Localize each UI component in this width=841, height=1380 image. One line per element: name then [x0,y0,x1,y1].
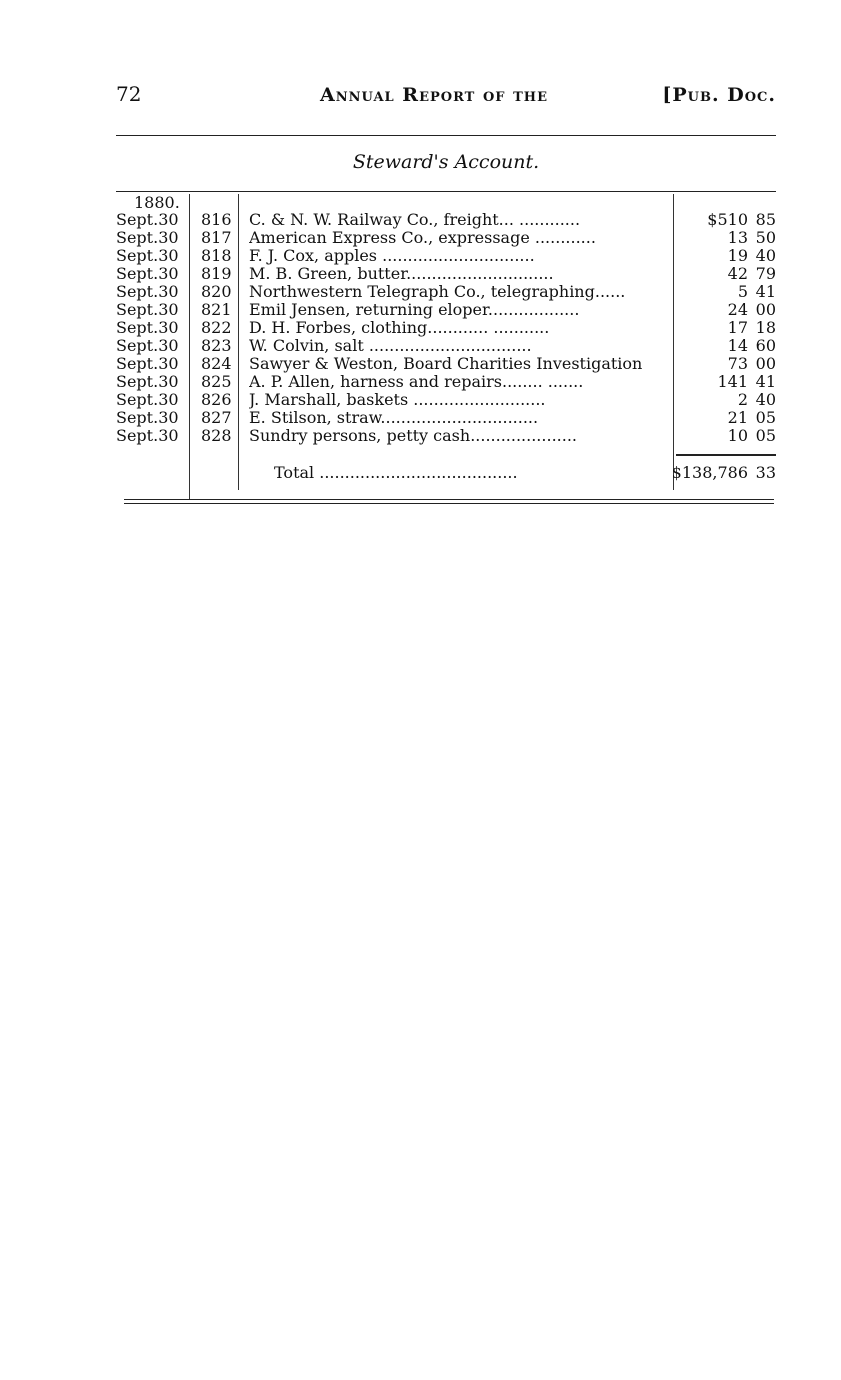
closing-rule [124,499,774,500]
row-dollars: 19 [727,246,748,265]
table-row [116,211,776,229]
row-dollars: 13 [727,228,748,247]
row-voucher: 826 [201,390,232,409]
row-voucher: 828 [201,426,232,445]
sum-rule [676,454,776,456]
row-dollars: 10 [727,426,748,445]
row-description: Sawyer & Weston, Board Charities Investigation [249,355,643,373]
row-dollars: 24 [727,300,748,319]
row-date: Sept.30 [116,354,179,373]
row-description: American Express Co., expressage ............ [249,229,596,247]
row-voucher: 823 [201,336,232,355]
row-cents: 50 [755,228,776,247]
row-dollars: 2 [737,390,748,409]
row-date: Sept.30 [116,408,179,427]
total-cents: 33 [755,463,776,482]
row-cents: 40 [755,390,776,409]
page-number: 72 [116,82,142,106]
table-row [116,265,776,283]
row-date: Sept.30 [116,318,179,337]
running-title: Annual Report of the [320,84,548,106]
row-cents: 60 [755,336,776,355]
row-voucher: 818 [201,246,232,265]
row-voucher: 821 [201,300,232,319]
table-row [116,427,776,445]
row-dollars: 141 [717,372,748,391]
row-date: Sept.30 [116,210,179,229]
row-voucher: 816 [201,210,232,229]
row-cents: 40 [755,246,776,265]
row-cents: 05 [755,408,776,427]
row-cents: 79 [755,264,776,283]
closing-rule [124,503,774,504]
row-dollars: 42 [727,264,748,283]
row-description: A. P. Allen, harness and repairs........ ....... [249,373,584,391]
row-description: W. Colvin, salt ................................ [249,337,532,355]
account-table [116,188,776,508]
row-date: Sept.30 [116,246,179,265]
row-dollars: 21 [727,408,748,427]
row-description: D. H. Forbes, clothing............ ........... [249,319,550,337]
row-description: J. Marshall, baskets .......................... [249,391,546,409]
table-row [116,247,776,265]
row-description: Emil Jensen, returning eloper.................. [249,301,580,319]
row-cents: 05 [755,426,776,445]
header-rule [116,135,776,136]
table-row [116,319,776,337]
row-cents: 41 [755,282,776,301]
row-description: E. Stilson, straw............................... [249,409,539,427]
row-dollars: $510 [707,210,748,229]
row-dollars: 5 [737,282,748,301]
row-description: F. J. Cox, apples .............................. [249,247,535,265]
row-description: C. & N. W. Railway Co., freight... ............ [249,211,581,229]
table-row [116,229,776,247]
row-date: Sept.30 [116,228,179,247]
row-description: Northwestern Telegraph Co., telegraphing...... [249,283,626,301]
total-label: Total ....................................... [274,463,518,482]
table-top-rule [116,191,776,192]
table-row [116,283,776,301]
row-date: Sept.30 [116,372,179,391]
total-dollars: $138,786 [671,463,748,482]
row-voucher: 827 [201,408,232,427]
row-voucher: 822 [201,318,232,337]
row-date: Sept.30 [116,426,179,445]
table-row [116,301,776,319]
table-row [116,373,776,391]
row-date: Sept.30 [116,300,179,319]
row-date: Sept.30 [116,264,179,283]
row-description: M. B. Green, butter............................. [249,265,554,283]
publication-doc-label: [Pub. Doc. [662,84,776,106]
page-header [116,82,776,112]
row-voucher: 819 [201,264,232,283]
row-cents: 85 [755,210,776,229]
table-row [116,355,776,373]
row-cents: 00 [755,354,776,373]
table-row [116,337,776,355]
row-voucher: 825 [201,372,232,391]
row-cents: 00 [755,300,776,319]
row-voucher: 817 [201,228,232,247]
row-date: Sept.30 [116,336,179,355]
row-dollars: 73 [727,354,748,373]
section-title: Steward's Account. [352,151,540,173]
row-dollars: 17 [727,318,748,337]
table-row [116,409,776,427]
row-voucher: 824 [201,354,232,373]
row-dollars: 14 [727,336,748,355]
row-cents: 18 [755,318,776,337]
row-date: Sept.30 [116,282,179,301]
row-date: Sept.30 [116,390,179,409]
table-row [116,391,776,409]
row-voucher: 820 [201,282,232,301]
row-description: Sundry persons, petty cash..................... [249,427,577,445]
year-label: 1880. [134,193,180,212]
total-row [116,463,776,483]
row-cents: 41 [755,372,776,391]
